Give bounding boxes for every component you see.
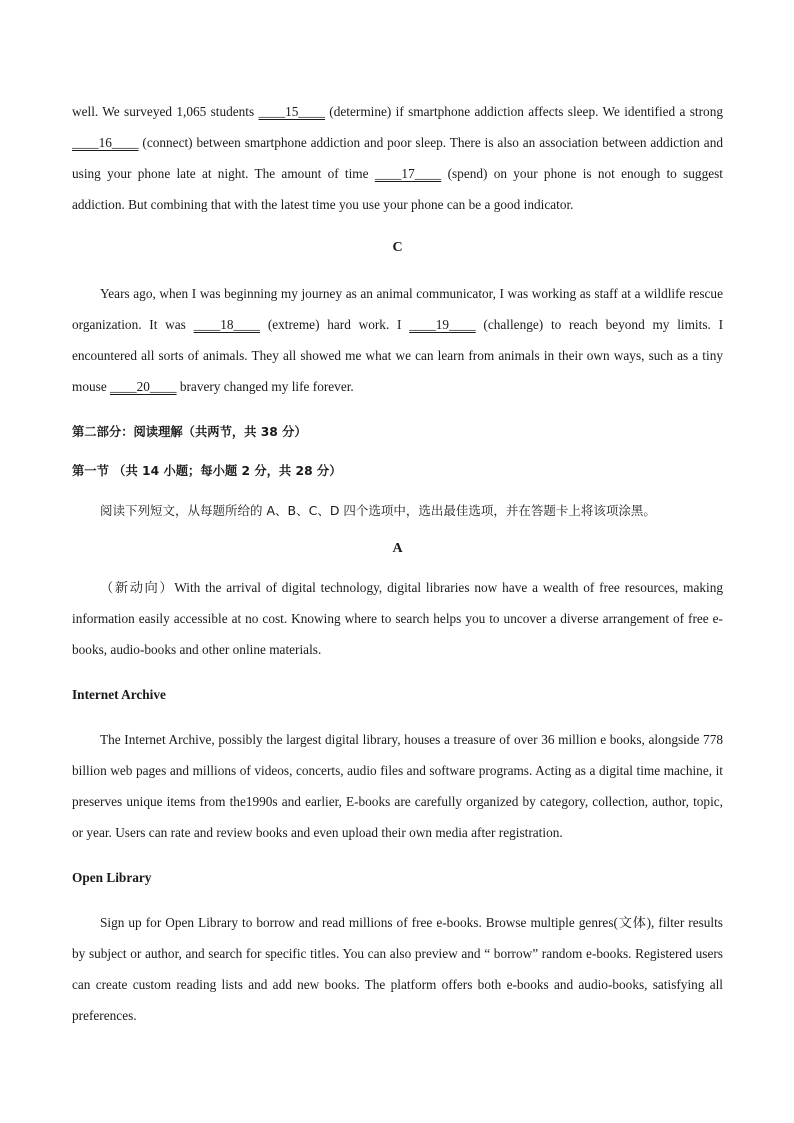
open-library-body: Sign up for Open Library to borrow and read millions of free e-books. Browse multiple genres(文体), filter results by subject or author, and search for specific titles. You can also preview and “ borrow” random e-books. Registered users can create custom reading lists and add new books. The platform offers both e-books and audio-books, satisfying all preferences. <box>72 915 723 1023</box>
reading-instruction: 阅读下列短文，从每题所给的 A、B、C、D 四个选项中，选出最佳选项，并在答题卡上将该项涂黑。 <box>100 503 656 518</box>
passage-b-ending-paragraph <box>72 96 723 220</box>
text-run: Years ago, when I was beginning my journey as an animal communicator, I was working as staff at a wildlife rescue organization. It was <box>72 286 723 332</box>
part-two-title: 第二部分：阅读理解（共两节，共 38 分） <box>72 425 307 439</box>
blank-17: ____17____ <box>374 166 442 181</box>
text-run: well. We surveyed 1,065 students <box>72 104 259 119</box>
text-run: bravery changed my life forever. <box>176 379 354 394</box>
internet-archive-body: The Internet Archive, possibly the largest digital library, houses a treasure of over 36 million e books, alongside 778 billion web pages and millions of videos, concerts, audio files and software programs. Acting as a digital time machine, it preserves unique items from the1990s and earlier, E-books are carefully organized by category, collection, author, topic, or year. Users can rate and review books and even upload their own media after registration. <box>72 732 723 840</box>
text-run: (connect) between smartphone addiction and poor sleep. There is also an association between addiction and using your phone late at night. The amount of time <box>72 135 723 181</box>
passage-c-heading: C <box>392 240 403 255</box>
passage-a-heading: A <box>392 541 403 556</box>
internet-archive-title: Internet Archive <box>72 687 166 702</box>
blank-19: ____19____ <box>409 317 476 332</box>
passage-a-intro: （新动向）With the arrival of digital technology, digital libraries now have a wealth of free resources, making information easily accessible at no cost. Knowing where to search helps you to uncover a diverse arrangement of free e-books, audio-books and other online materials. <box>72 580 723 657</box>
blank-20: ____20____ <box>110 379 177 394</box>
text-run: (challenge) to reach beyond my limits. I encountered all sorts of animals. They all showed me what we can learn from animals in their own ways, such as a tiny mouse <box>72 317 723 394</box>
text-run: (spend) on your phone is not enough to suggest addiction. But combining that with the latest time you use your phone can be a good indicator. <box>72 166 723 212</box>
passage-c-paragraph <box>72 278 723 402</box>
blank-15: ____15____ <box>258 104 325 119</box>
blank-16: ____16____ <box>72 135 139 150</box>
text-run: (determine) if smartphone addiction affects sleep. We identified a strong <box>324 104 723 119</box>
text-run: (extreme) hard work. I <box>260 317 410 332</box>
open-library-title: Open Library <box>72 870 152 885</box>
blank-18: ____18____ <box>193 317 261 332</box>
section-one-title: 第一节 （共 14 小题；每小题 2 分，共 28 分） <box>72 464 342 478</box>
